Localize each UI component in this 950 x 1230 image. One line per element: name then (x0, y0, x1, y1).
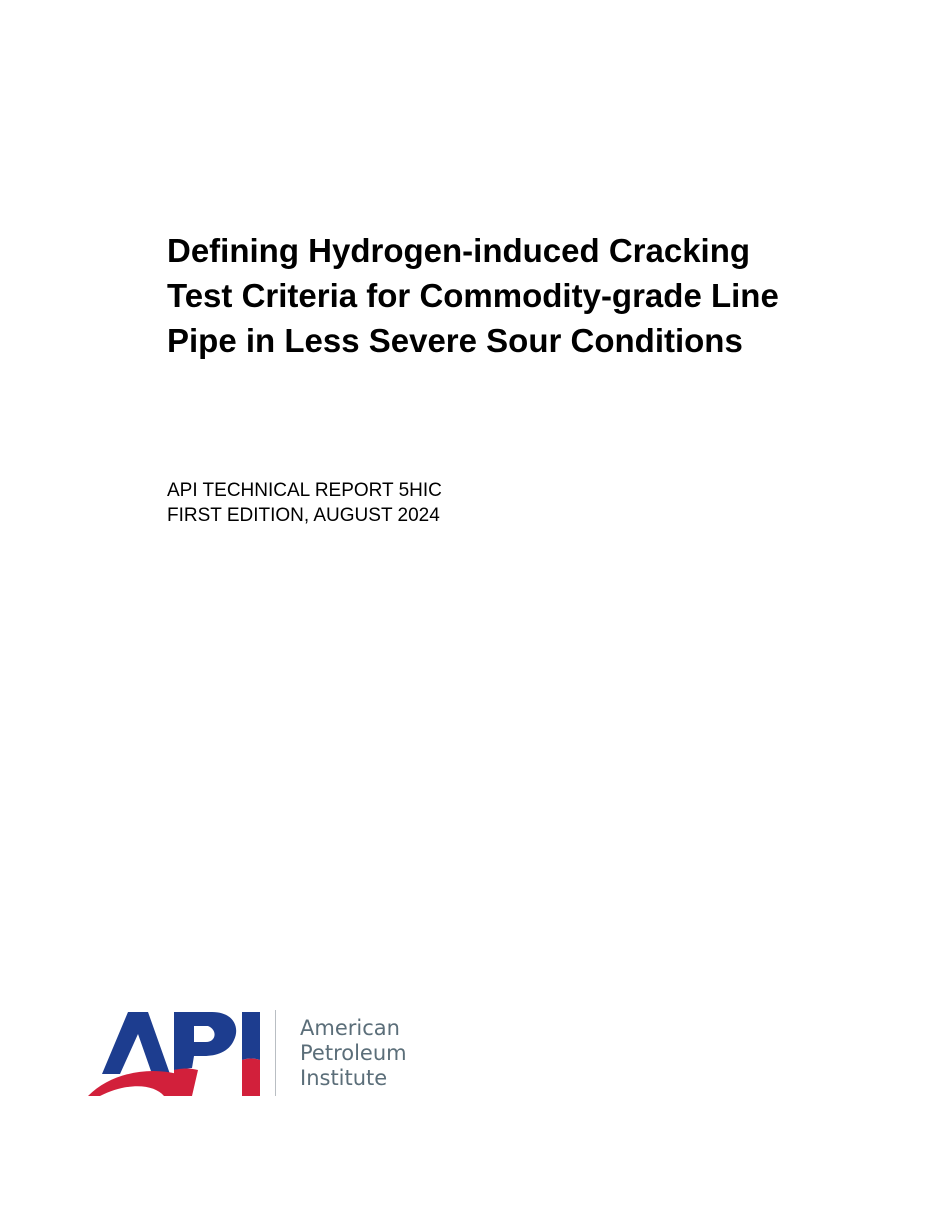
org-name-line-2: Petroleum (300, 1041, 407, 1065)
org-name-line-1: American (300, 1016, 400, 1040)
title-line-2: Test Criteria for Commodity-grade Line (167, 277, 779, 314)
report-designation: API TECHNICAL REPORT 5HIC (167, 480, 442, 501)
document-title (167, 228, 887, 363)
api-logo (88, 1008, 428, 1100)
title-line-1: Defining Hydrogen-induced Cracking (167, 232, 751, 269)
title-line-3: Pipe in Less Severe Sour Conditions (167, 322, 743, 359)
org-name-line-3: Institute (300, 1066, 388, 1090)
org-name (300, 1016, 407, 1091)
logo-divider (275, 1010, 276, 1096)
edition-date: FIRST EDITION, AUGUST 2024 (167, 505, 440, 526)
report-info (167, 478, 442, 528)
api-logo-mark-icon (88, 1008, 264, 1098)
